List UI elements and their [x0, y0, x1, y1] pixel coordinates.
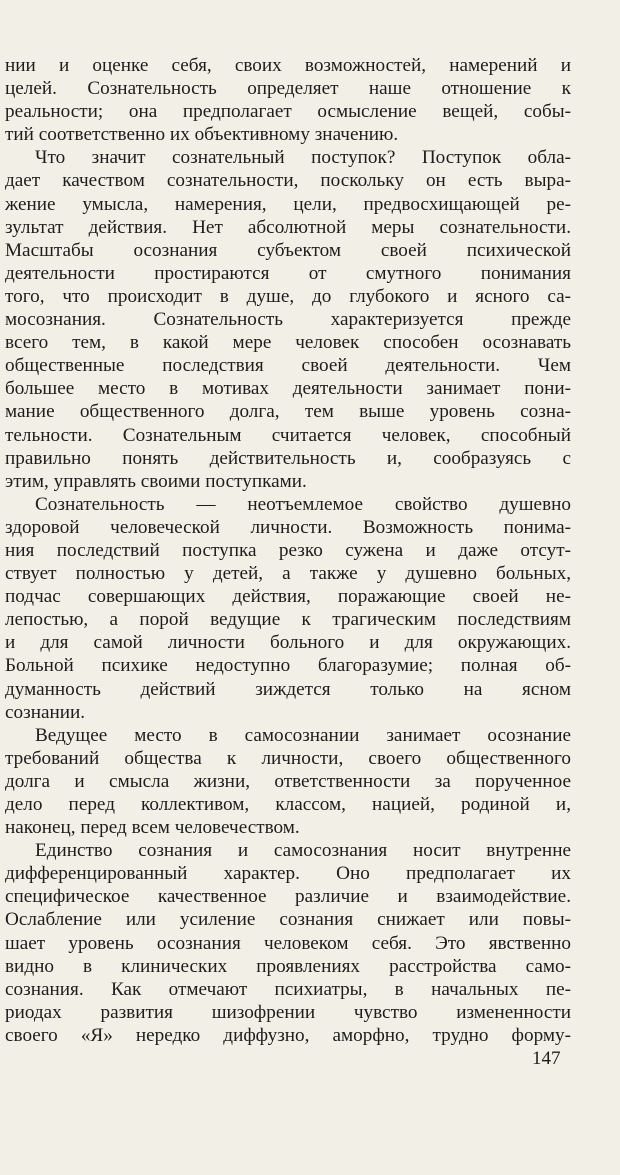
- text-line: зультат действия. Нет абсолютной меры сознательности.: [5, 216, 571, 238]
- text-line: ствует полностью у детей, а также у душевно больных,: [5, 563, 571, 585]
- paragraph-start-line: Ведущее место в самосознании занимает осознание: [35, 724, 571, 746]
- text-line: жение умысла, намерения, цели, предвосхищающей ре-: [5, 193, 571, 215]
- text-line: того, что происходит в душе, до глубокого и ясного са-: [5, 285, 571, 307]
- text-line: сознании.: [5, 701, 86, 723]
- text-line: мосознания. Сознательность характеризуется прежде: [5, 309, 571, 331]
- text-line: тельности. Сознательным считается человек, способный: [5, 424, 571, 446]
- text-line: сознания. Как отмечают психиатры, в начальных пе-: [5, 978, 571, 1000]
- text-line: всего тем, в какой мере человек способен осознавать: [5, 332, 571, 354]
- paragraph-start-line: Что значит сознательный поступок? Поступок обла-: [35, 147, 571, 169]
- text-line: дело перед коллективом, классом, нацией, родиной и,: [5, 794, 571, 815]
- text-line: деятельности простираются от смутного понимания: [5, 262, 571, 284]
- text-line: общественные последствия своей деятельности. Чем: [5, 355, 571, 377]
- text-line: долга и смысла жизни, ответственности за порученное: [5, 770, 571, 792]
- text-line: правильно понять действительность и, сообразуясь с: [5, 447, 571, 469]
- text-line: Масштабы осознания субъектом своей психической: [5, 239, 571, 261]
- text-line: наконец, перед всем человечеством.: [5, 817, 300, 839]
- page-number: 147: [532, 1048, 561, 1069]
- text-line: думанность действий зиждется только на ясном: [5, 678, 571, 700]
- text-line: риодах развития шизофрении чувство измененности: [5, 1001, 571, 1023]
- text-line: дифференцированный характер. Оно предполагает их: [5, 863, 571, 885]
- text-line: шает уровень осознания человеком себя. Это явственно: [5, 932, 571, 954]
- text-line: видно в клинических проявлениях расстройства само-: [5, 955, 571, 977]
- text-line: реальности; она предполагает осмысление вещей, собы-: [5, 101, 571, 123]
- text-line: Ослабление или усиление сознания снижает или повы-: [5, 909, 571, 931]
- text-line: подчас совершающих действия, поражающие своей не-: [5, 586, 571, 608]
- text-line: нии и оценке себя, своих возможностей, намерений и: [5, 55, 571, 76]
- text-line: тий соответственно их объективному значению.: [5, 124, 399, 146]
- text-line: специфическое качественное различие и взаимодействие.: [5, 886, 571, 908]
- body-text: [5, 54, 571, 1047]
- text-line: требований общества к личности, своего общественного: [5, 747, 571, 769]
- text-line: лепостью, а порой ведущие к трагическим последствиям: [5, 609, 571, 631]
- text-line: дает качеством сознательности, поскольку он есть выра-: [5, 170, 571, 192]
- paragraph-start-line: Сознательность — неотъемлемое свойство душевно: [35, 493, 571, 515]
- text-line: целей. Сознательность определяет наше отношение к: [5, 78, 571, 100]
- text-line: ния последствий поступка резко сужена и даже отсут-: [5, 539, 571, 561]
- text-line: большее место в мотивах деятельности занимает пони-: [5, 378, 571, 400]
- text-line: и для самой личности больного и для окружающих.: [5, 632, 571, 654]
- text-line: здоровой человеческой личности. Возможность понима-: [5, 516, 571, 538]
- text-line: этим, управлять своими поступками.: [5, 470, 307, 492]
- paragraph-start-line: Единство сознания и самосознания носит внутренне: [35, 840, 571, 862]
- text-line: Больной психике недоступно благоразумие; полная об-: [5, 655, 571, 677]
- text-line: мание общественного долга, тем выше уровень созна-: [5, 401, 571, 423]
- text-line: своего «Я» нередко диффузно, аморфно, трудно форму-: [5, 1024, 571, 1046]
